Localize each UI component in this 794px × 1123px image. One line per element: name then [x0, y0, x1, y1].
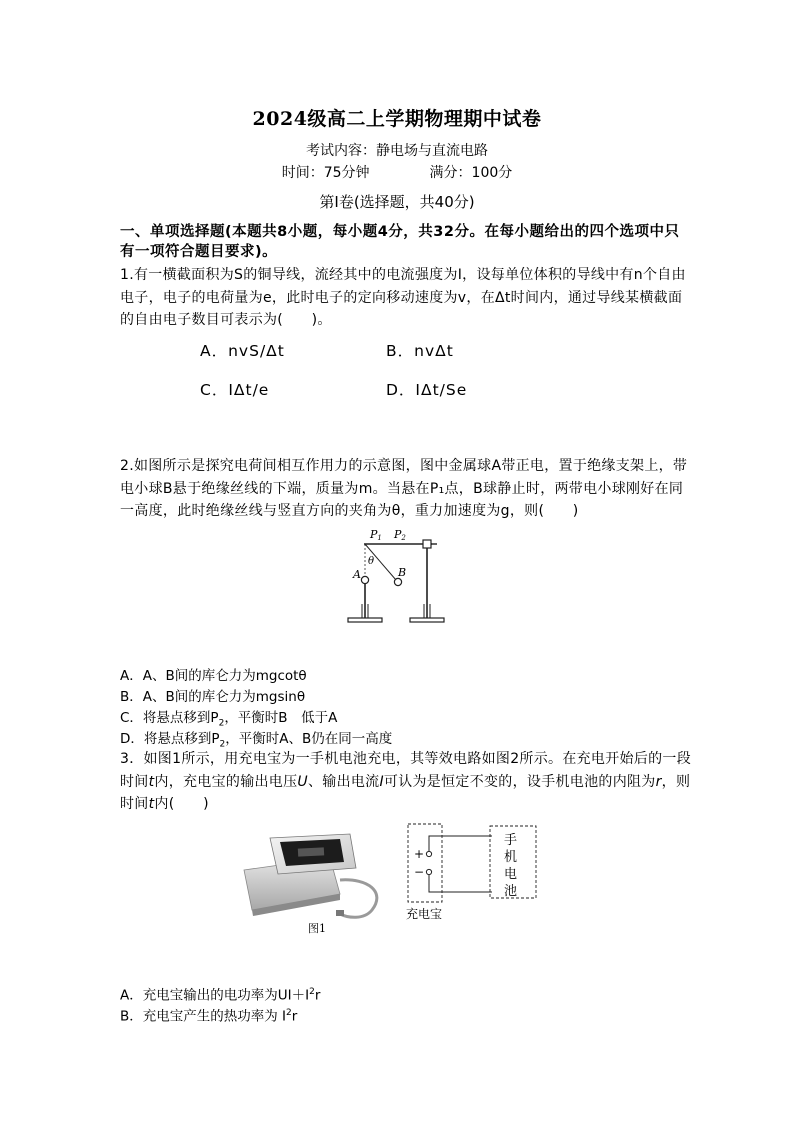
battery-label-2: 机	[504, 850, 518, 865]
coulomb-apparatus-figure	[340, 522, 450, 628]
question-1-option-b: B．nvΔt	[386, 342, 454, 360]
question-3-option-a: A．充电宝输出的电功率为$UI+I^2r$	[120, 987, 321, 1004]
exam-time-score	[0, 162, 794, 182]
question-2-option-b: B．A、B间的库仑力为mgsinθ	[120, 689, 306, 705]
label-p1-sub: 1	[377, 534, 382, 542]
label-theta: θ	[368, 556, 375, 567]
svg-text:P2	[393, 528, 406, 542]
label-p1: P	[370, 528, 378, 541]
figure-1-caption: 图1	[308, 922, 326, 935]
question-3-text: 3．如图1所示，用充电宝为一手机电池充电，其等效电路如图2所示。在充电开始后的一段时间t内，充电宝的输出电压U、输出电流I可认为是恒定不变的，设手机电池的内阻为r，则时间t内( )	[120, 751, 692, 812]
ball-a	[361, 576, 368, 583]
exam-time: 时间：75分钟	[281, 165, 370, 181]
terminal-plus: +	[414, 847, 425, 861]
battery-label-1: 手	[504, 833, 518, 848]
power-bank-photo	[240, 818, 390, 936]
battery-label-4: 池	[504, 884, 518, 899]
question-1-option-a: A．nvS/Δt	[200, 342, 285, 360]
question-2-option-d: D．将悬点移到$P_2$，平衡时A、B仍在同一高度	[120, 731, 393, 750]
label-a: A	[353, 568, 361, 581]
label-p2: P	[394, 528, 402, 541]
exam-score: 满分：100分	[429, 165, 513, 181]
question-2-text: 2.如图所示是探究电荷间相互作用力的示意图，图中金属球A带正电，置于绝缘支架上，带电小球B悬于绝缘丝线的下端，质量为m。当悬在P₁点，B球静止时，两带电小球刚好在同一高度，此时绝缘丝线与竖直方向的夹角为θ，重力加速度为g，则( )	[120, 458, 688, 519]
label-p2-sub: 2	[401, 534, 406, 542]
terminal-minus: −	[414, 865, 425, 879]
label-b: B	[398, 566, 407, 579]
question-1-text: 1.有一横截面积为S的铜导线，流经其中的电流强度为I，设每单位体积的导线中有n个自由电子，电子的电荷量为e，此时电子的定向移动速度为v，在Δt时间内，通过导线某横截面的自由电子数目可表示为( )。	[120, 267, 686, 328]
part-title: 第Ⅰ卷(选择题，共40分)	[319, 193, 475, 211]
question-2-option-c: C．将悬点移到$P_2$，平衡时B 低于A	[120, 710, 338, 729]
svg-text:P1	[369, 528, 382, 542]
charger-label: 充电宝	[406, 907, 443, 921]
exam-content: 考试内容：静电场与直流电路	[306, 143, 488, 159]
equivalent-circuit-figure	[404, 820, 540, 924]
exam-title: 2024级高二上学期物理期中试卷	[252, 108, 542, 130]
question-1-option-d: D．IΔt/Se	[386, 381, 468, 399]
question-1-option-c: C．IΔt/e	[200, 381, 270, 399]
section-header: 一、单项选择题(本题共8小题，每小题4分，共32分。在每小题给出的四个选项中只有一项符合题目要求)。	[120, 224, 680, 260]
question-3-option-b: B．充电宝产生的热功率为 $I^2r$	[120, 1008, 298, 1025]
ball-b	[394, 578, 401, 585]
battery-label-3: 电	[504, 867, 518, 882]
question-2-option-a: A．A、B间的库仑力为mgcotθ	[120, 668, 307, 684]
